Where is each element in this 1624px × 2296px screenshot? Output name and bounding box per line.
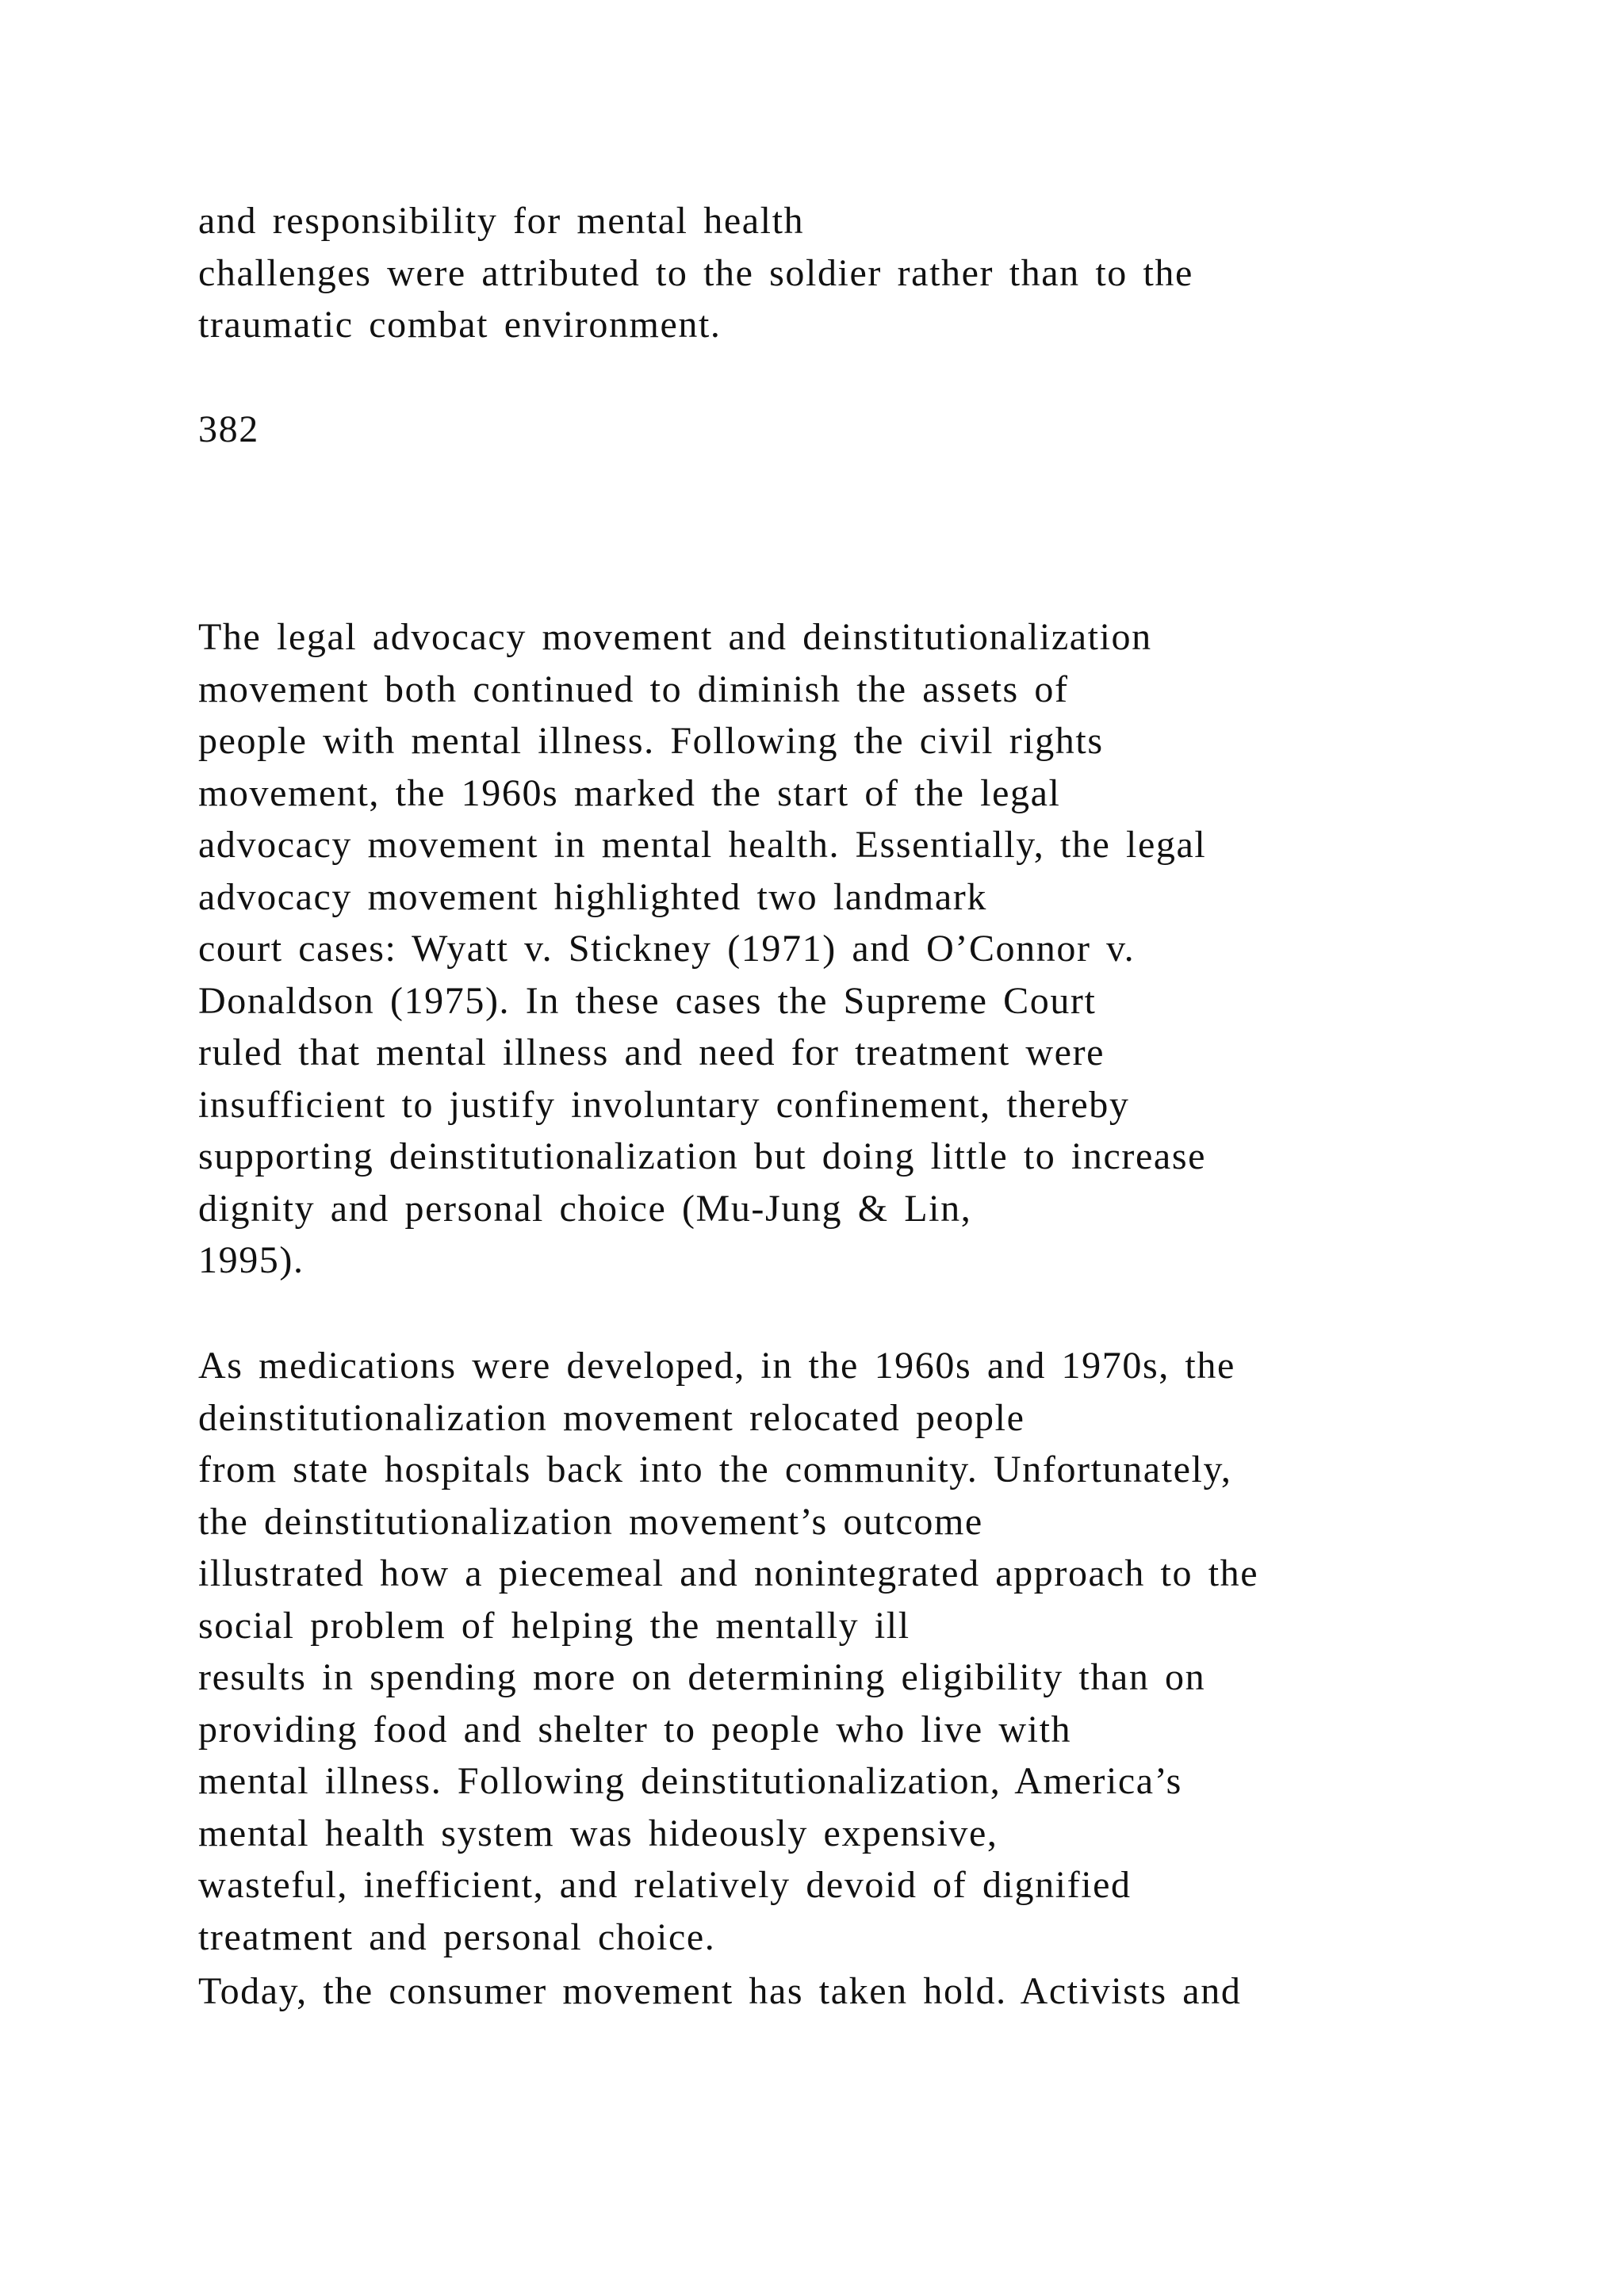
text-line: movement, the 1960s marked the start of the legal	[198, 771, 1061, 814]
text-line: supporting deinstitutionalization but doing little to increase	[198, 1135, 1207, 1177]
text-line: from state hospitals back into the community. Unfortunately,	[198, 1448, 1232, 1490]
text-line: the deinstitutionalization movement’s outcome	[198, 1500, 983, 1543]
page-number: 382	[198, 408, 259, 450]
text-line: mental health system was hideously expensive,	[198, 1812, 998, 1854]
text-line: traumatic combat environment.	[198, 304, 722, 346]
text-line: insufficient to justify involuntary confinement, thereby	[198, 1083, 1130, 1126]
text-line: The legal advocacy movement and deinstitutionalization	[198, 616, 1152, 658]
paragraph-legal-advocacy	[198, 611, 1546, 1287]
text-line: movement both continued to diminish the assets of	[198, 668, 1069, 710]
text-line: Donaldson (1975). In these cases the Supreme Court	[198, 979, 1097, 1022]
text-line: As medications were developed, in the 1960s and 1970s, the	[198, 1345, 1235, 1387]
text-line: treatment and personal choice.	[198, 1915, 716, 1958]
text-line: and responsibility for mental health	[198, 200, 805, 242]
text-line: social problem of helping the mentally ill	[198, 1604, 910, 1647]
text-line: court cases: Wyatt v. Stickney (1971) and O’Connor v.	[198, 928, 1136, 970]
text-line: advocacy movement in mental health. Essentially, the legal	[198, 824, 1207, 866]
text-line: deinstitutionalization movement relocated people	[198, 1396, 1025, 1439]
text-line: dignity and personal choice (Mu-Jung & Lin,	[198, 1187, 972, 1230]
text-line: wasteful, inefficient, and relatively devoid of dignified	[198, 1864, 1132, 1906]
paragraph-intro	[198, 195, 1546, 351]
text-line: challenges were attributed to the soldier rather than to the	[198, 251, 1193, 294]
text-line: illustrated how a piecemeal and nonintegrated approach to the	[198, 1552, 1259, 1594]
text-line: ruled that mental illness and need for treatment were	[198, 1031, 1105, 1073]
paragraph-medications	[198, 1340, 1546, 1963]
text-line: mental illness. Following deinstitutionalization, America’s	[198, 1760, 1182, 1802]
text-line: providing food and shelter to people who live with	[198, 1708, 1072, 1751]
text-line: people with mental illness. Following the civil rights	[198, 720, 1104, 762]
text-line: advocacy movement highlighted two landmark	[198, 875, 987, 918]
text-line: results in spending more on determining eligibility than on	[198, 1656, 1206, 1698]
paragraph-consumer-movement	[198, 1965, 1546, 2018]
text-line: 1995).	[198, 1239, 304, 1281]
text-line: Today, the consumer movement has taken hold. Activists and	[198, 1970, 1242, 2012]
